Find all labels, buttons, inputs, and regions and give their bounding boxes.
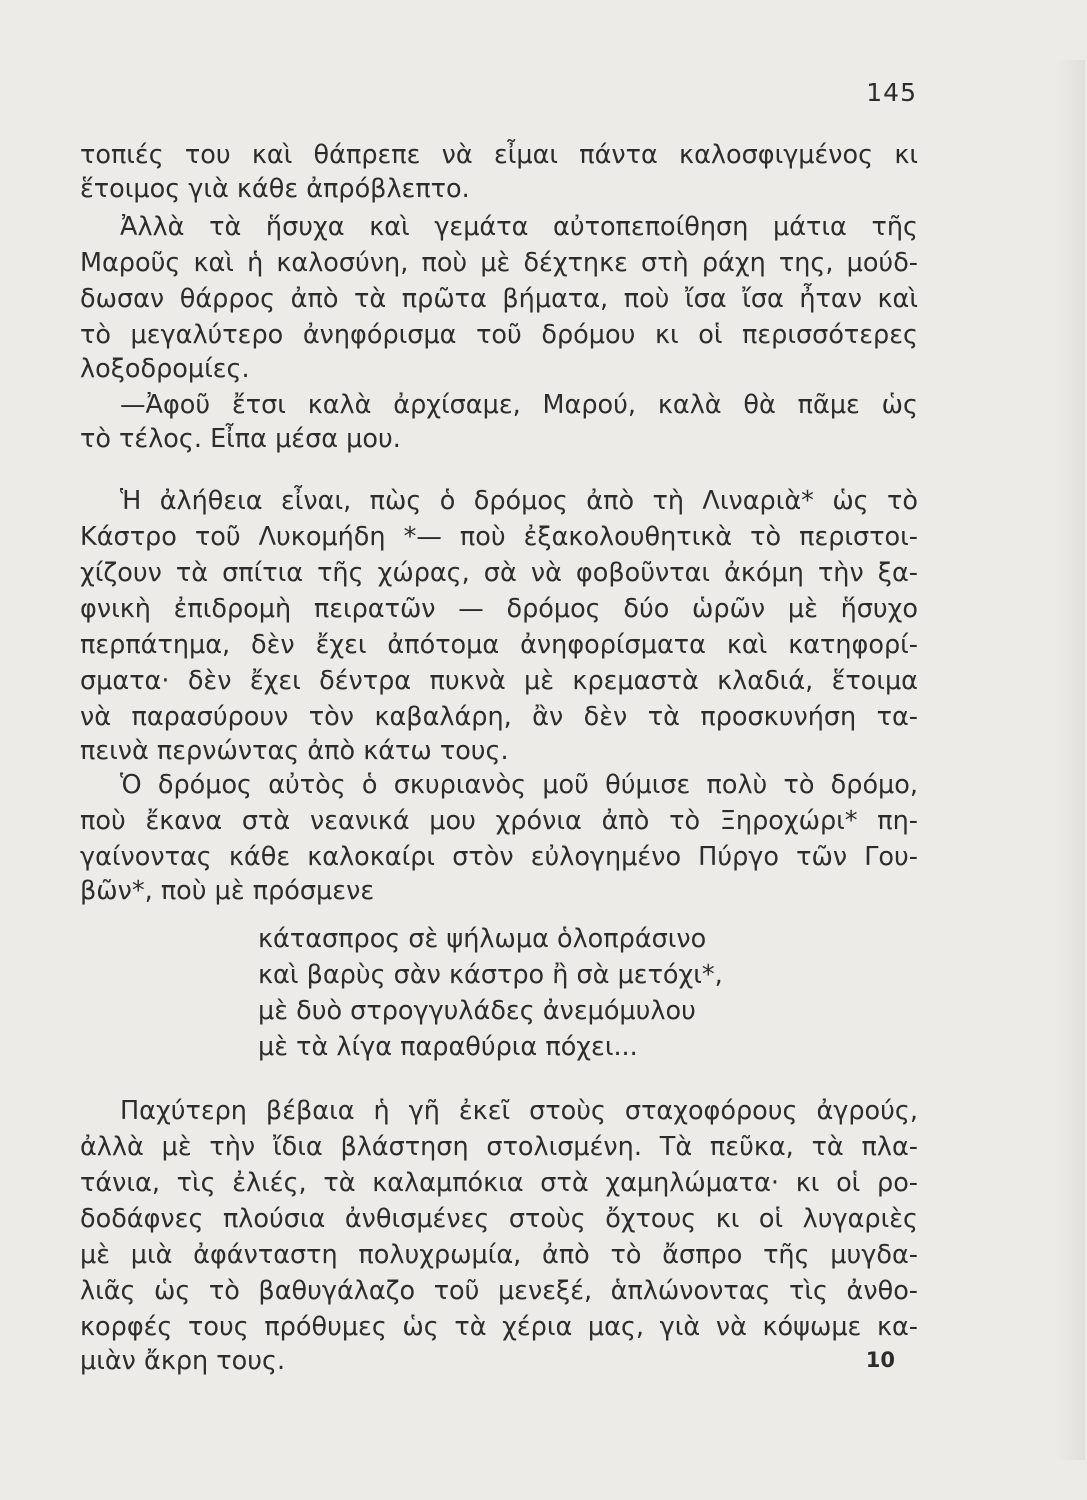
text-line: μιὰν ἄκρη τους. — [80, 1346, 286, 1376]
text-line: δωσαν θάρρος ἀπὸ τὰ πρῶτα βήματα, ποὺ ἴσα ἴσα ἦταν καὶ — [80, 284, 918, 314]
text-line: νὰ παρασύρουν τὸν καβαλάρη, ἂν δὲν τὰ προσκυνήση τα- — [80, 702, 918, 732]
text-line: μὲ μιὰ ἀφάνταστη πολυχρωμία, ἀπὸ τὸ ἄσπρο τῆς μυγδα- — [80, 1240, 918, 1270]
text-line: ἀλλὰ μὲ τὴν ἴδια βλάστηση στολισμένη. Τὰ πεῦκα, τὰ πλα- — [80, 1132, 918, 1162]
text-line: φνικὴ ἐπιδρομὴ πειρατῶν — δρόμος δύο ὡρῶν μὲ ἥσυχο — [80, 594, 918, 624]
text-line: λιᾶς ὡς τὸ βαθυγάλαζο τοῦ μενεξέ, ἁπλώνοντας τὶς ἀνθο- — [80, 1276, 918, 1306]
text-line: τὸ τέλος. Εἶπα μέσα μου. — [80, 424, 401, 454]
text-line: κορφές τους πρόθυμες ὡς τὰ χέρια μας, γιὰ νὰ κόψωμε κα- — [80, 1312, 918, 1342]
text-line: χίζουν τὰ σπίτια τῆς χώρας, σὰ νὰ φοβοῦνται ἀκόμη τὴν ξα- — [80, 558, 918, 588]
text-line: ποὺ ἔκανα στὰ νεανικά μου χρόνια ἀπὸ τὸ Ξηροχώρι* πη- — [80, 806, 918, 836]
text-line: τάνια, τὶς ἐλιές, τὰ καλαμπόκια στὰ χαμηλώματα· κι οἱ ρο- — [80, 1168, 918, 1198]
verse-line: καὶ βαρὺς σὰν κάστρο ἢ σὰ μετόχι*, — [258, 960, 723, 990]
text-line: σματα· δὲν ἔχει δέντρα πυκνὰ μὲ κρεμαστὰ κλαδιά, ἕτοιμα — [80, 666, 918, 696]
text-line: γαίνοντας κάθε καλοκαίρι στὸν εὐλογημένο Πύργο τῶν Γου- — [80, 842, 918, 872]
verse-line: μὲ τὰ λίγα παραθύρια πόχει... — [258, 1032, 638, 1062]
text-line: ἕτοιμος γιὰ κάθε ἀπρόβλεπτο. — [80, 174, 470, 204]
text-line: τὸ μεγαλύτερο ἀνηφόρισμα τοῦ δρόμου κι οἱ περισσότερες — [80, 320, 918, 350]
text-line: —Ἀφοῦ ἔτσι καλὰ ἀρχίσαμε, Μαρού, καλὰ θὰ πᾶμε ὡς — [120, 390, 918, 420]
page-number: 145 — [866, 78, 917, 107]
text-line: περπάτημα, δὲν ἔχει ἀπότομα ἀνηφορίσματα καὶ κατηφορί- — [80, 630, 918, 660]
page-edge-shadow — [1055, 60, 1085, 1460]
text-line: πεινὰ περνώντας ἀπὸ κάτω τους. — [80, 736, 509, 766]
text-line: Μαροῦς καὶ ἡ καλοσύνη, ποὺ μὲ δέχτηκε στὴ ράχη της, μούδ- — [80, 248, 918, 278]
verse-line: μὲ δυὸ στρογγυλάδες ἀνεμόμυλου — [258, 996, 696, 1026]
text-line: τοπιές του καὶ θάπρεπε νὰ εἶμαι πάντα καλοσφιγμένος κι — [80, 140, 918, 170]
text-line: Ἡ ἀλήθεια εἶναι, πὼς ὁ δρόμος ἀπὸ τὴ Λιναριὰ* ὡς τὸ — [120, 486, 918, 516]
text-line: λοξοδρομίες. — [80, 354, 250, 384]
printer-signature: 10 — [865, 1348, 895, 1372]
text-line: Παχύτερη βέβαια ἡ γῆ ἐκεῖ στοὺς σταχοφόρους ἀγρούς, — [120, 1096, 918, 1126]
verse-line: κάτασπρος σὲ ψήλωμα ὁλοπράσινο — [258, 924, 707, 954]
text-line: βῶν*, ποὺ μὲ πρόσμενε — [80, 876, 375, 906]
text-line: Ἀλλὰ τὰ ἥσυχα καὶ γεμάτα αὐτοπεποίθηση μάτια τῆς — [120, 212, 918, 242]
text-line: Κάστρο τοῦ Λυκομήδη *— ποὺ ἐξακολουθητικὰ τὸ περιστοι- — [80, 522, 918, 552]
text-line: Ὁ δρόμος αὐτὸς ὁ σκυριανὸς μοῦ θύμισε πολὺ τὸ δρόμο, — [120, 770, 918, 800]
text-line: δοδάφνες πλούσια ἀνθισμένες στοὺς ὄχτους κι οἱ λυγαριὲς — [80, 1204, 918, 1234]
